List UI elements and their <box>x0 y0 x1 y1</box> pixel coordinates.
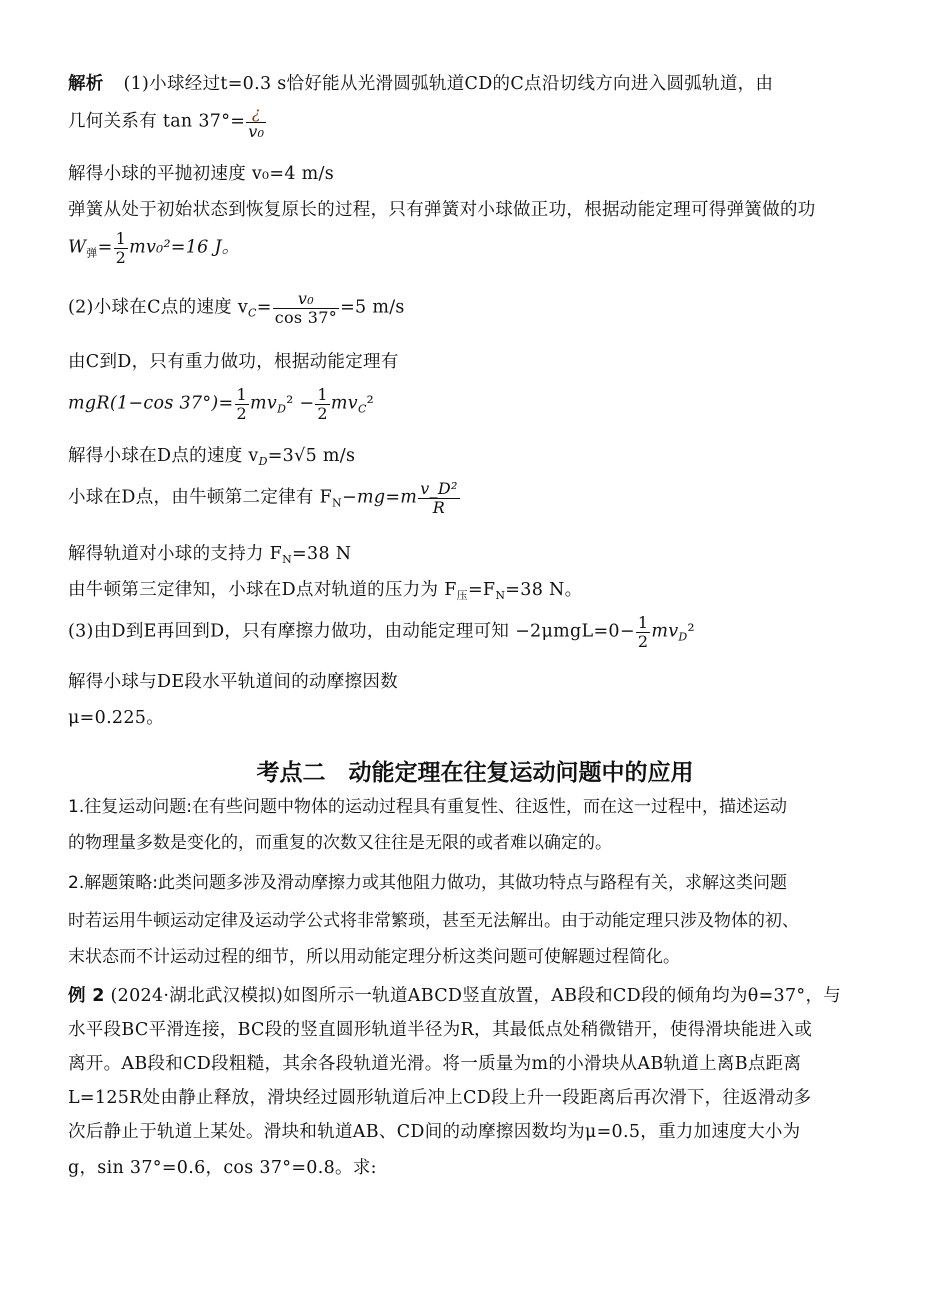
formula-part: mv <box>249 393 278 414</box>
fraction-denominator: cos 37° <box>274 307 338 327</box>
formula-part: mv <box>330 393 358 414</box>
solution-line-7: 由C到D，只有重力做功，根据动能定理有 <box>68 352 399 372</box>
formula-part: = <box>97 237 113 258</box>
formula-part: W <box>68 237 87 258</box>
point-2-line-2: 时若运用牛顿运动定律及运动学公式将非常繁琐，甚至无法解出。由于动能定理只涉及物体的初、 <box>68 911 799 931</box>
fraction <box>114 230 128 266</box>
formula-part: =3√5 m/s <box>267 446 356 466</box>
solution-line-12 <box>68 576 582 603</box>
solution-text: (1)小球经过t=0.3 s恰好能从光滑圆弧轨道CD的C点沿切线方向进入圆弧轨道，由 <box>123 74 774 94</box>
fraction-numerator: v₀ <box>273 290 339 309</box>
example-label: 例 2 <box>68 986 105 1006</box>
solution-label: 解析 <box>68 74 104 94</box>
example-line-4: L=125R处由静止释放，滑块经过圆形轨道后冲上CD段上升一段距离后再次滑下，往返滑动多 <box>68 1088 812 1108</box>
formula-part: mgR(1−cos 37°)= <box>68 393 234 414</box>
fraction-denominator: R <box>432 497 446 517</box>
point-2-line-3: 末状态而不计运动过程的细节，所以用动能定理分析这类问题可使解题过程简化。 <box>68 947 680 967</box>
formula-part: ² <box>366 393 374 414</box>
formula-part: ² − <box>286 393 315 414</box>
point-2-line-1: 2.解题策略:此类问题多涉及滑动摩擦力或其他阻力做功，其做功特点与路程有关，求解这类问题 <box>68 873 787 893</box>
formula-part: =38 N <box>292 544 352 564</box>
fraction <box>418 480 459 516</box>
formula-part: 小球在D点，由牛顿第二定律有 F <box>68 487 333 508</box>
fraction-numerator: 1 <box>115 229 127 248</box>
subscript: N <box>332 496 342 510</box>
formula-part: mv <box>651 621 679 642</box>
fraction-denominator: 2 <box>236 403 247 423</box>
point-1-line-1: 1.往复运动问题:在有些问题中物体的运动过程具有重复性、往返性，而在这一过程中，描述运动 <box>68 797 787 817</box>
solution-line-1 <box>68 70 773 95</box>
formula-part: (2)小球在C点的速度 v <box>68 297 249 318</box>
subscript: D <box>277 402 287 416</box>
subscript: D <box>258 455 268 468</box>
fraction-numerator: ¿ <box>246 104 266 123</box>
section-heading: 考点二 动能定理在往复运动问题中的应用 <box>256 760 694 786</box>
fraction <box>273 290 339 326</box>
formula-part: =38 N。 <box>505 580 583 600</box>
formula-part: = <box>256 297 272 318</box>
fraction <box>235 386 249 422</box>
subscript: C <box>357 402 367 416</box>
subscript: 压 <box>456 589 468 602</box>
solution-line-15: μ=0.225。 <box>68 708 165 728</box>
fraction-numerator: 1 <box>317 385 328 404</box>
solution-line-14: 解得小球与DE段水平轨道间的动摩擦因数 <box>68 672 399 692</box>
solution-line-10 <box>68 480 461 516</box>
solution-line-8 <box>68 386 374 422</box>
fraction-denominator: 2 <box>637 631 649 651</box>
solution-line-9 <box>68 442 355 468</box>
solution-line-11 <box>68 540 351 566</box>
solution-line-13 <box>68 614 695 650</box>
solution-line-5 <box>68 230 240 266</box>
subscript: N <box>282 553 293 566</box>
formula-part: mv₀²=16 J。 <box>129 237 240 258</box>
fraction-denominator: v₀ <box>248 121 265 141</box>
fraction <box>246 104 266 140</box>
example-line-2: 水平段BC平滑连接，BC段的竖直圆形轨道半径为R，其最低点处稍微错开，使得滑块能进入或 <box>68 1020 813 1040</box>
subscript: D <box>678 630 688 644</box>
solution-line-4: 弹簧从处于初始状态到恢复原长的过程，只有弹簧对小球做正功，根据动能定理可得弹簧做的功 <box>68 200 816 220</box>
example-line-3: 离开。AB段和CD段粗糙，其余各段轨道光滑。将一质量为m的小滑块从AB轨道上离B点距离 <box>68 1054 802 1074</box>
solution-text: 几何关系有 tan 37°= <box>68 111 246 132</box>
solution-line-3: 解得小球的平抛初速度 v₀=4 m/s <box>68 164 334 184</box>
formula-part: 解得小球在D点的速度 v <box>68 446 259 466</box>
fraction-denominator: 2 <box>115 247 127 267</box>
solution-line-6 <box>68 290 405 326</box>
subscript: 弹 <box>86 246 98 260</box>
formula-part: (3)由D到E再回到D，只有摩擦力做功，由动能定理可知 −2μmgL=0− <box>68 621 635 642</box>
formula-part: ² <box>687 621 695 642</box>
example-text: (2024·湖北武汉模拟)如图所示一轨道ABCD竖直放置，AB段和CD段的倾角均为θ=37°，与 <box>104 986 842 1006</box>
fraction-numerator: v_D² <box>420 479 458 498</box>
fraction-numerator: 1 <box>637 613 649 632</box>
formula-part: −mg=m <box>341 487 418 508</box>
solution-line-2 <box>68 104 267 140</box>
formula-part: 解得轨道对小球的支持力 F <box>68 544 283 564</box>
fraction <box>315 386 329 422</box>
example-line-1 <box>68 982 841 1007</box>
subscript: C <box>248 306 257 320</box>
formula-part: =5 m/s <box>340 297 405 318</box>
formula-part: =F <box>467 580 496 600</box>
example-line-5: 次后静止于轨道上某处。滑块和轨道AB、CD间的动摩擦因数均为μ=0.5，重力加速度大小为 <box>68 1122 801 1142</box>
subscript: N <box>495 589 506 602</box>
example-line-6: g，sin 37°=0.6，cos 37°=0.8。求: <box>68 1158 377 1178</box>
fraction-denominator: 2 <box>317 403 328 423</box>
formula-part: 由牛顿第三定律知，小球在D点对轨道的压力为 F <box>68 580 457 600</box>
point-1-line-2: 的物理量多数是变化的，而重复的次数又往往是无限的或者难以确定的。 <box>68 833 612 853</box>
fraction <box>636 614 650 650</box>
fraction-numerator: 1 <box>236 385 247 404</box>
